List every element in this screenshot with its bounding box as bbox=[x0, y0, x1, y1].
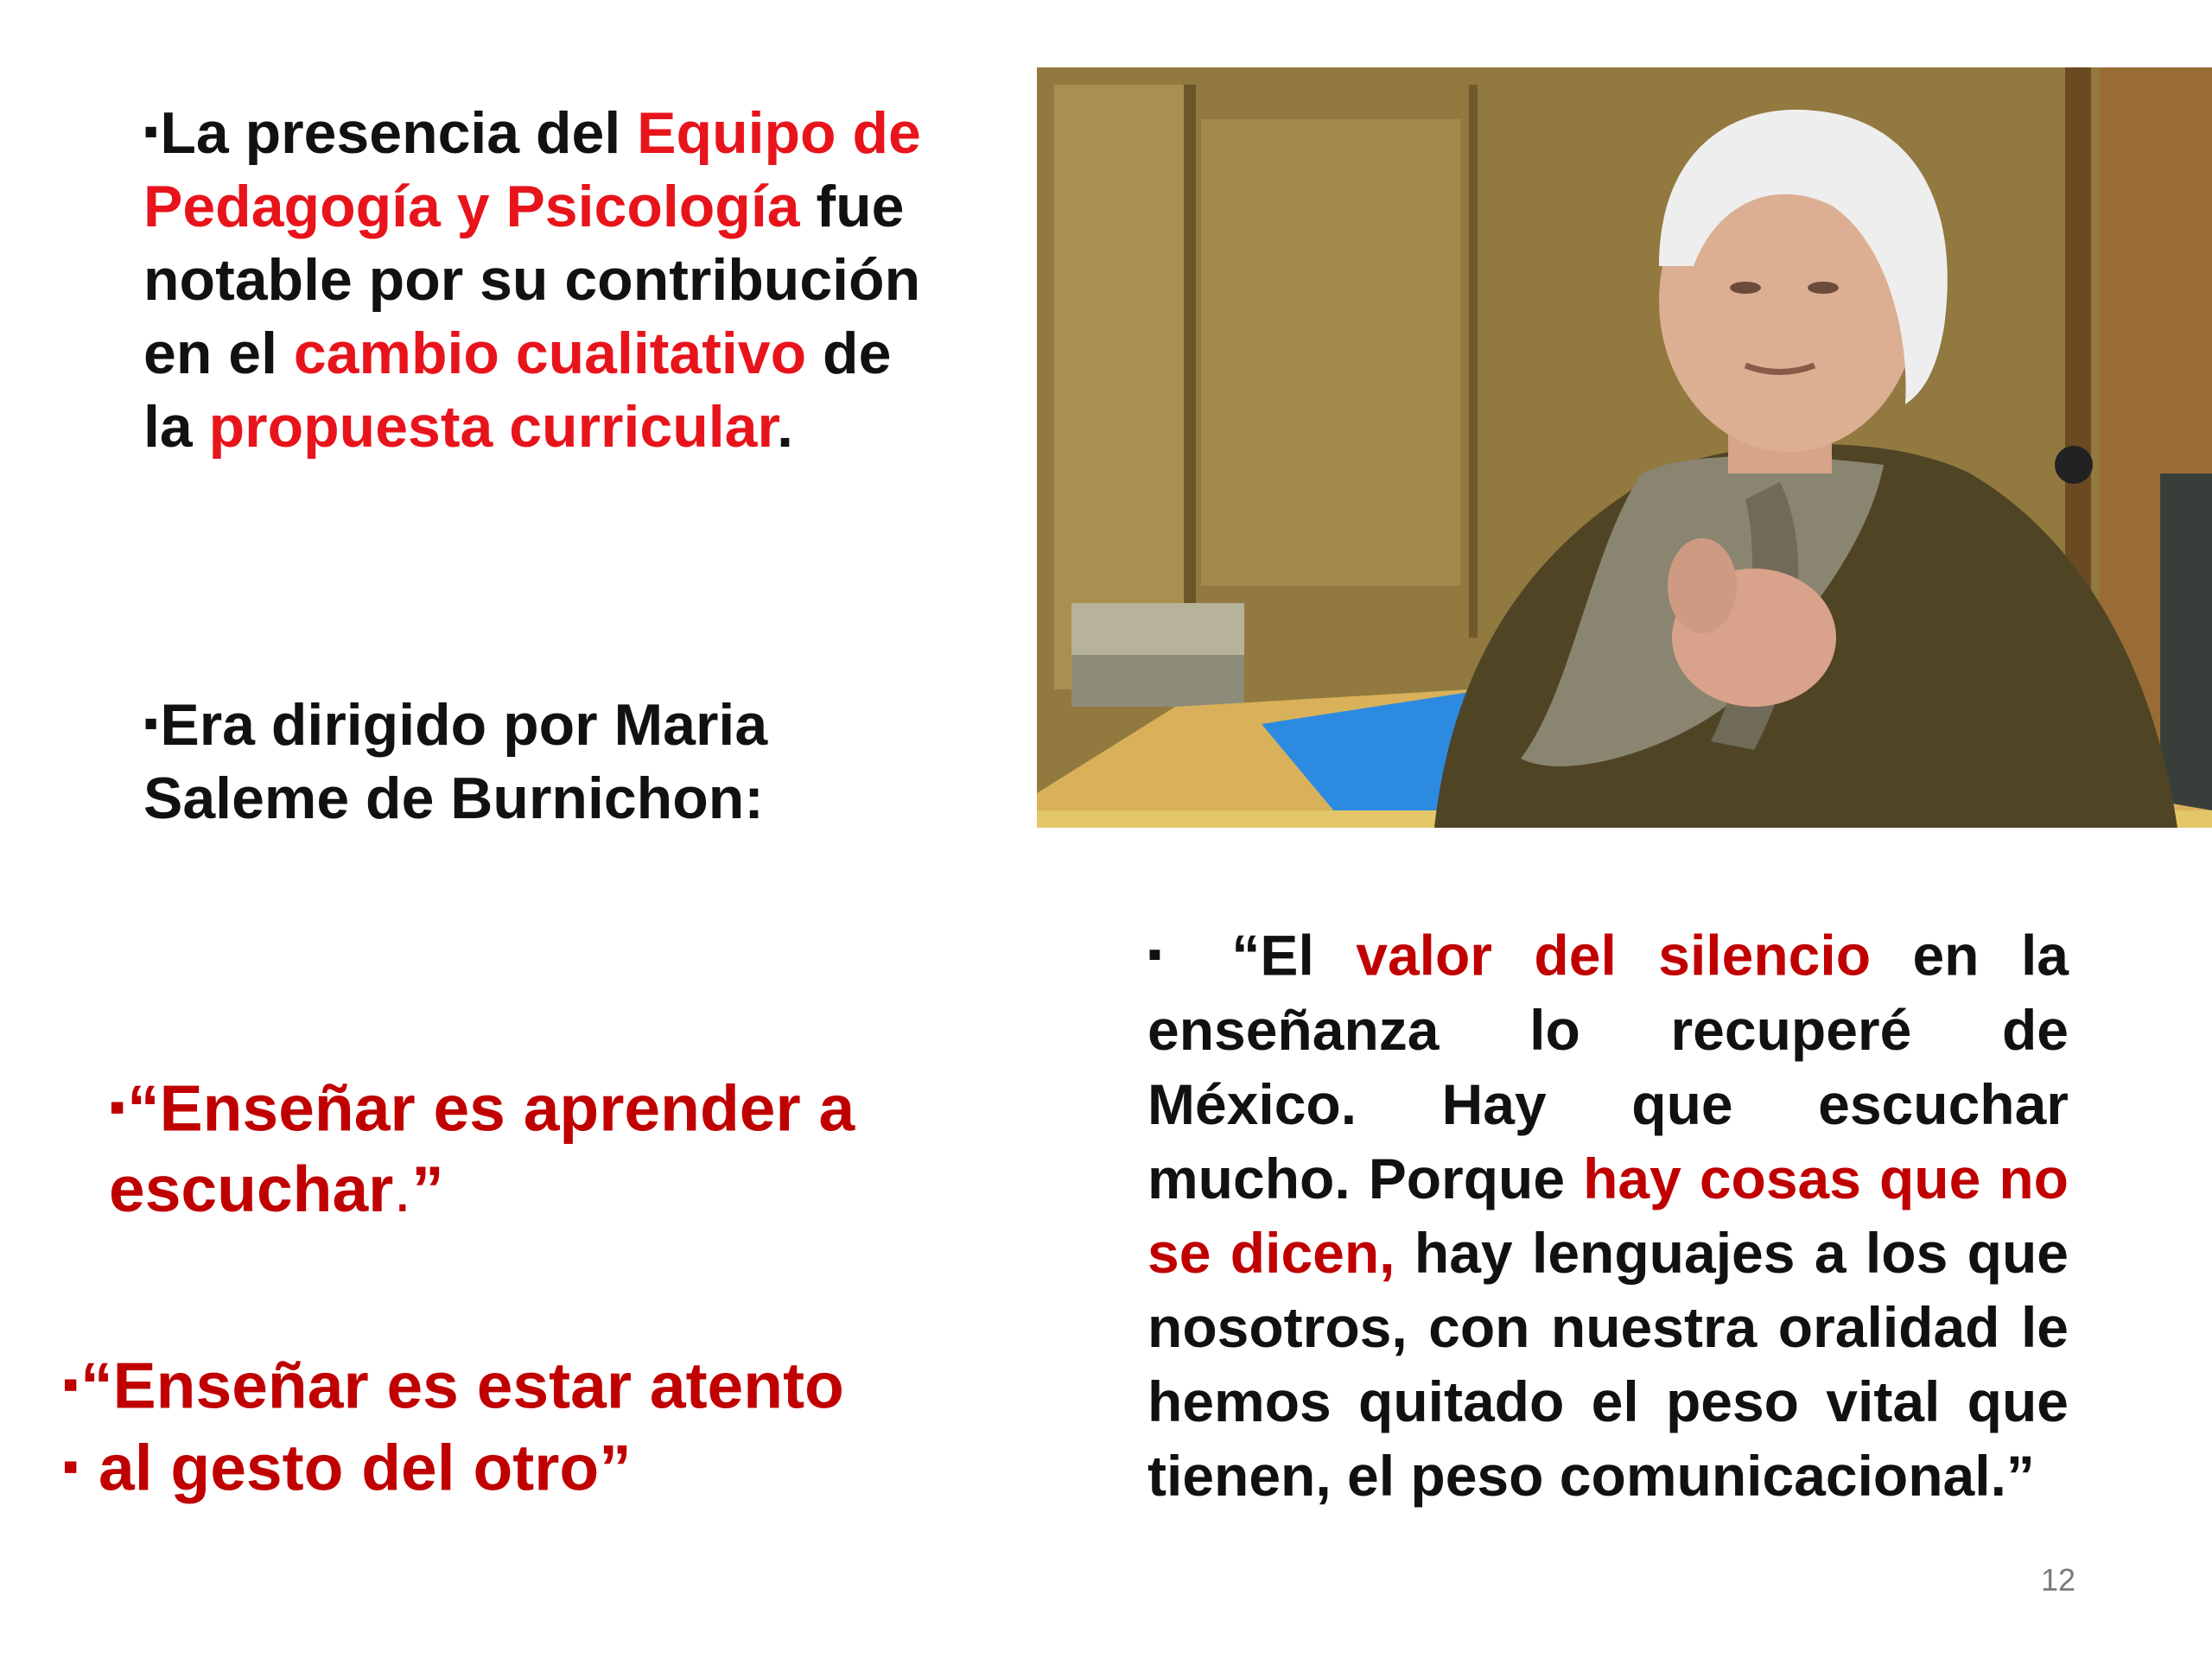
quote3-text-3: hay lenguajes a los que nosotros, con nuestra oralidad le hemos quitado el peso vital que tienen, el peso comunicacional.” bbox=[1147, 1220, 2069, 1508]
quote3-highlight-cosas: hay cosas que no se dicen, bbox=[1147, 1146, 2069, 1285]
quote-ensenar-escuchar bbox=[109, 1067, 956, 1229]
quote1-text: “Enseñar es aprender a escuchar bbox=[109, 1071, 855, 1225]
page-number: 12 bbox=[2041, 1562, 2076, 1598]
director-paragraph bbox=[143, 687, 921, 835]
portrait-photo bbox=[1037, 67, 2212, 828]
quote1-close: ” bbox=[411, 1152, 444, 1225]
intro-highlight-propuesta: propuesta curricular bbox=[208, 393, 778, 460]
quote3-text-2: en la enseñanza lo recuperé de México. Hay que escuchar mucho. Porque bbox=[1147, 923, 2069, 1210]
quote-ensenar-atento bbox=[62, 1344, 909, 1508]
intro-highlight-equipo: Equipo de Pedagogía y Psicología bbox=[143, 99, 921, 239]
quote-valor-silencio bbox=[1147, 918, 2069, 1513]
bullet-icon: ▪ bbox=[109, 1081, 126, 1133]
bullet-icon: ▪ bbox=[143, 700, 159, 746]
quote1-period: . bbox=[393, 1152, 412, 1225]
intro-highlight-cambio: cambio cualitativo bbox=[293, 320, 807, 386]
director-text: Era dirigido por Maria Saleme de Burnichon: bbox=[143, 691, 768, 831]
quote2-line-2: ▪ al gesto del otro” bbox=[62, 1431, 632, 1504]
quote2-line-1: ▪“Enseñar es estar atento bbox=[62, 1349, 844, 1422]
intro-text-1: La presencia del bbox=[160, 99, 638, 166]
bullet-icon: ▪ bbox=[1147, 931, 1188, 977]
quote3-text-1: “El bbox=[1231, 923, 1357, 988]
intro-text-3: de la bbox=[143, 320, 892, 460]
intro-text-2: fue notable por su contribución en el bbox=[143, 173, 921, 386]
bullet-icon: ▪ bbox=[62, 1439, 79, 1492]
quote3-highlight-silencio: valor del silencio bbox=[1356, 923, 1872, 988]
intro-text-4: . bbox=[777, 393, 794, 460]
bullet-icon: ▪ bbox=[62, 1358, 79, 1410]
bullet-icon: ▪ bbox=[143, 108, 159, 155]
intro-paragraph bbox=[143, 95, 921, 464]
